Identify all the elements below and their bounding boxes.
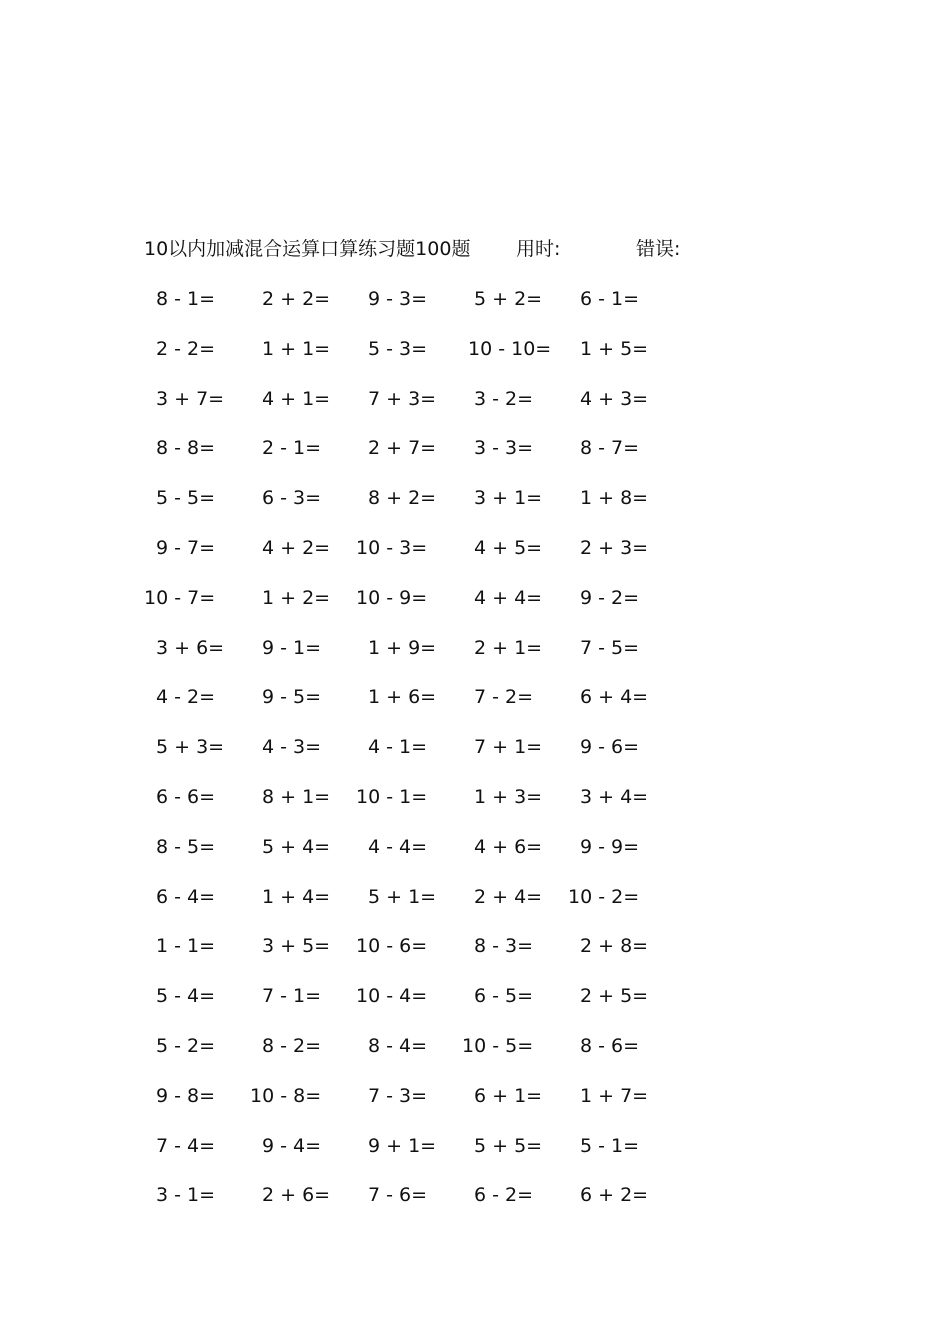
problem-r9-c1: 4 - 2= xyxy=(156,686,216,709)
problem-r16-c2: 8 - 2= xyxy=(262,1035,322,1057)
problem-r2-c4: 10 - 10= xyxy=(468,337,552,360)
problem-r14-c5: 2 + 8= xyxy=(580,935,649,958)
problem-r12-c4: 4 + 6= xyxy=(474,835,543,858)
problem-r18-c2: 9 - 4= xyxy=(262,1134,322,1157)
problem-r18-c5: 5 - 1= xyxy=(580,1134,640,1157)
problem-r18-c4: 5 + 5= xyxy=(474,1134,543,1157)
problem-r13-c3: 5 + 1= xyxy=(368,885,437,908)
errors-label: 错误: xyxy=(636,238,681,260)
problem-r10-c4: 7 + 1= xyxy=(474,736,543,759)
problem-r8-c4: 2 + 1= xyxy=(474,636,543,659)
problem-r8-c5: 7 - 5= xyxy=(580,636,640,659)
problem-r12-c1: 8 - 5= xyxy=(156,835,216,858)
problem-r17-c4: 6 + 1= xyxy=(474,1084,543,1107)
problem-r15-c5: 2 + 5= xyxy=(580,985,649,1008)
problem-r11-c4: 1 + 3= xyxy=(474,786,543,808)
problem-r1-c1: 8 - 1= xyxy=(156,288,216,310)
problem-r10-c1: 5 + 3= xyxy=(156,736,225,759)
problem-r7-c5: 9 - 2= xyxy=(580,586,640,609)
problem-r17-c5: 1 + 7= xyxy=(580,1084,649,1107)
problem-r16-c1: 5 - 2= xyxy=(156,1035,216,1057)
problem-r5-c2: 6 - 3= xyxy=(262,487,322,510)
problem-r1-c4: 5 + 2= xyxy=(474,288,543,310)
problem-r11-c2: 8 + 1= xyxy=(262,786,331,808)
problem-r12-c3: 4 - 4= xyxy=(368,835,428,858)
problem-r9-c4: 7 - 2= xyxy=(474,686,534,709)
problem-r19-c2: 2 + 6= xyxy=(262,1184,331,1207)
problem-r13-c1: 6 - 4= xyxy=(156,885,216,908)
problem-r3-c4: 3 - 2= xyxy=(474,387,534,410)
problem-r9-c5: 6 + 4= xyxy=(580,686,649,709)
problem-r16-c5: 8 - 6= xyxy=(580,1035,640,1057)
problem-r3-c3: 7 + 3= xyxy=(368,387,437,410)
worksheet-title: 10以内加减混合运算口算练习题100题 xyxy=(144,238,471,260)
problem-r19-c4: 6 - 2= xyxy=(474,1184,534,1207)
problem-r8-c2: 9 - 1= xyxy=(262,636,322,659)
problem-r13-c2: 1 + 4= xyxy=(262,885,331,908)
problem-r12-c2: 5 + 4= xyxy=(262,835,331,858)
problem-r10-c5: 9 - 6= xyxy=(580,736,640,759)
problem-r18-c1: 7 - 4= xyxy=(156,1134,216,1157)
problem-r10-c2: 4 - 3= xyxy=(262,736,322,759)
problem-r9-c2: 9 - 5= xyxy=(262,686,322,709)
problem-r13-c4: 2 + 4= xyxy=(474,885,543,908)
problem-r2-c1: 2 - 2= xyxy=(156,337,216,360)
problem-r7-c2: 1 + 2= xyxy=(262,586,331,609)
problem-r11-c5: 3 + 4= xyxy=(580,786,649,808)
problem-r4-c1: 8 - 8= xyxy=(156,437,216,460)
problem-r2-c5: 1 + 5= xyxy=(580,337,649,360)
problem-r14-c4: 8 - 3= xyxy=(474,935,534,958)
problem-r6-c5: 2 + 3= xyxy=(580,537,649,559)
problem-r3-c2: 4 + 1= xyxy=(262,387,331,410)
problem-r15-c1: 5 - 4= xyxy=(156,985,216,1008)
problem-r17-c1: 9 - 8= xyxy=(156,1084,216,1107)
problem-r16-c3: 8 - 4= xyxy=(368,1035,428,1057)
time-label: 用时: xyxy=(516,238,561,260)
problem-r15-c2: 7 - 1= xyxy=(262,985,322,1008)
problem-r11-c1: 6 - 6= xyxy=(156,786,216,808)
problem-r1-c3: 9 - 3= xyxy=(368,288,428,310)
problem-r7-c1: 10 - 7= xyxy=(144,586,216,609)
problem-r8-c1: 3 + 6= xyxy=(156,636,225,659)
problem-r4-c3: 2 + 7= xyxy=(368,437,437,460)
problem-r16-c4: 10 - 5= xyxy=(462,1035,534,1057)
problem-r3-c5: 4 + 3= xyxy=(580,387,649,410)
problem-r19-c5: 6 + 2= xyxy=(580,1184,649,1207)
problem-r5-c3: 8 + 2= xyxy=(368,487,437,510)
problem-r8-c3: 1 + 9= xyxy=(368,636,437,659)
problem-r19-c3: 7 - 6= xyxy=(368,1184,428,1207)
problem-r5-c5: 1 + 8= xyxy=(580,487,649,510)
problem-r15-c3: 10 - 4= xyxy=(356,985,428,1008)
problem-r9-c3: 1 + 6= xyxy=(368,686,437,709)
problem-r14-c3: 10 - 6= xyxy=(356,935,428,958)
problem-r14-c1: 1 - 1= xyxy=(156,935,216,958)
problem-r4-c4: 3 - 3= xyxy=(474,437,534,460)
problem-r19-c1: 3 - 1= xyxy=(156,1184,216,1207)
problem-r6-c3: 10 - 3= xyxy=(356,537,428,559)
problem-r4-c5: 8 - 7= xyxy=(580,437,640,460)
problem-r3-c1: 3 + 7= xyxy=(156,387,225,410)
problem-r4-c2: 2 - 1= xyxy=(262,437,322,460)
problem-r10-c3: 4 - 1= xyxy=(368,736,428,759)
problem-r17-c3: 7 - 3= xyxy=(368,1084,428,1107)
problem-r17-c2: 10 - 8= xyxy=(250,1084,322,1107)
problem-r6-c4: 4 + 5= xyxy=(474,537,543,559)
problem-r11-c3: 10 - 1= xyxy=(356,786,428,808)
problem-r18-c3: 9 + 1= xyxy=(368,1134,437,1157)
problem-r15-c4: 6 - 5= xyxy=(474,985,534,1008)
problem-r7-c3: 10 - 9= xyxy=(356,586,428,609)
problem-r6-c2: 4 + 2= xyxy=(262,537,331,559)
problem-r13-c5: 10 - 2= xyxy=(568,885,640,908)
problem-r5-c1: 5 - 5= xyxy=(156,487,216,510)
problem-r1-c2: 2 + 2= xyxy=(262,288,331,310)
problem-r6-c1: 9 - 7= xyxy=(156,537,216,559)
problem-r2-c3: 5 - 3= xyxy=(368,337,428,360)
problem-r14-c2: 3 + 5= xyxy=(262,935,331,958)
problem-r12-c5: 9 - 9= xyxy=(580,835,640,858)
problem-r5-c4: 3 + 1= xyxy=(474,487,543,510)
problem-r1-c5: 6 - 1= xyxy=(580,288,640,310)
problem-r2-c2: 1 + 1= xyxy=(262,337,331,360)
problem-r7-c4: 4 + 4= xyxy=(474,586,543,609)
